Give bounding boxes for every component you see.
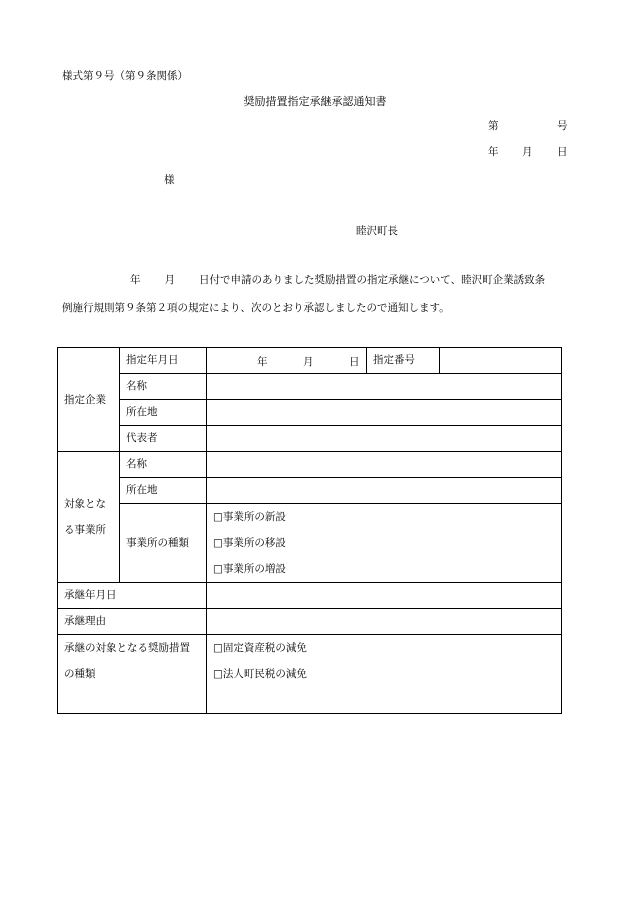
addressee-suffix: 様 bbox=[164, 174, 175, 186]
designated-date-field[interactable] bbox=[207, 348, 367, 374]
office-address-field[interactable] bbox=[207, 478, 562, 504]
fixed-asset-tax-checkbox[interactable]: □固定資産税の減免 bbox=[213, 642, 307, 654]
document-title: 奨励措置指定承継承認通知書 bbox=[243, 95, 387, 108]
target-office-label bbox=[58, 452, 120, 583]
designated-company-label: 指定企業 bbox=[58, 348, 120, 452]
body-line-1-text: 日付で申請のありました奨励措置の指定承継について、睦沢町企業誘致条 bbox=[199, 274, 546, 286]
office-name-label: 名称 bbox=[120, 452, 207, 478]
company-name-field[interactable] bbox=[207, 374, 562, 400]
sender: 睦沢町長 bbox=[356, 225, 398, 237]
doc-number-prefix: 第 bbox=[488, 120, 499, 132]
office-type-new-checkbox[interactable]: □事業所の新設 bbox=[213, 511, 286, 523]
representative-field[interactable] bbox=[207, 426, 562, 452]
representative-label: 代表者 bbox=[120, 426, 207, 452]
succession-reason-label: 承継理由 bbox=[58, 609, 207, 635]
notification-table bbox=[57, 347, 562, 714]
doc-date-day: 日 bbox=[557, 146, 568, 158]
incentive-type-label-line-1: 承継の対象となる奨励措置 bbox=[64, 642, 190, 654]
incentive-type-options bbox=[207, 635, 562, 714]
company-name-label: 名称 bbox=[120, 374, 207, 400]
designated-date-label: 指定年月日 bbox=[120, 348, 207, 374]
office-type-relocation-checkbox[interactable]: □事業所の移設 bbox=[213, 537, 286, 549]
designated-date-year: 年 bbox=[257, 356, 268, 368]
body-line-1 bbox=[62, 275, 545, 286]
office-type-label: 事業所の種類 bbox=[120, 504, 207, 583]
designated-date-month: 月 bbox=[303, 356, 314, 368]
company-address-field[interactable] bbox=[207, 400, 562, 426]
incentive-type-label-line-2: の種類 bbox=[64, 668, 96, 680]
doc-date-year: 年 bbox=[488, 146, 499, 158]
office-type-expansion-checkbox[interactable]: □事業所の増設 bbox=[213, 563, 286, 575]
office-type-options bbox=[207, 504, 562, 583]
succession-date-label: 承継年月日 bbox=[58, 583, 207, 609]
designated-date-day: 日 bbox=[349, 356, 360, 368]
doc-date-month: 月 bbox=[522, 146, 533, 158]
body-year: 年 bbox=[130, 274, 141, 286]
designation-number-label: 指定番号 bbox=[367, 348, 440, 374]
body-line-2: 例施行規則第９条第２項の規定により、次のとおり承認しましたので通知します。 bbox=[62, 302, 450, 314]
corporate-tax-checkbox[interactable]: □法人町民税の減免 bbox=[213, 668, 307, 680]
office-name-field[interactable] bbox=[207, 452, 562, 478]
succession-reason-field[interactable] bbox=[207, 609, 562, 635]
target-office-label-line-1: 対象とな bbox=[64, 498, 106, 510]
body-month: 月 bbox=[164, 274, 175, 286]
doc-number-suffix: 号 bbox=[557, 120, 568, 132]
designation-number-field[interactable] bbox=[440, 348, 562, 374]
target-office-label-line-2: る事業所 bbox=[64, 524, 106, 536]
office-address-label: 所在地 bbox=[120, 478, 207, 504]
form-number: 様式第９号（第９条関係） bbox=[62, 70, 188, 82]
incentive-type-label bbox=[58, 635, 207, 714]
succession-date-field[interactable] bbox=[207, 583, 562, 609]
company-address-label: 所在地 bbox=[120, 400, 207, 426]
